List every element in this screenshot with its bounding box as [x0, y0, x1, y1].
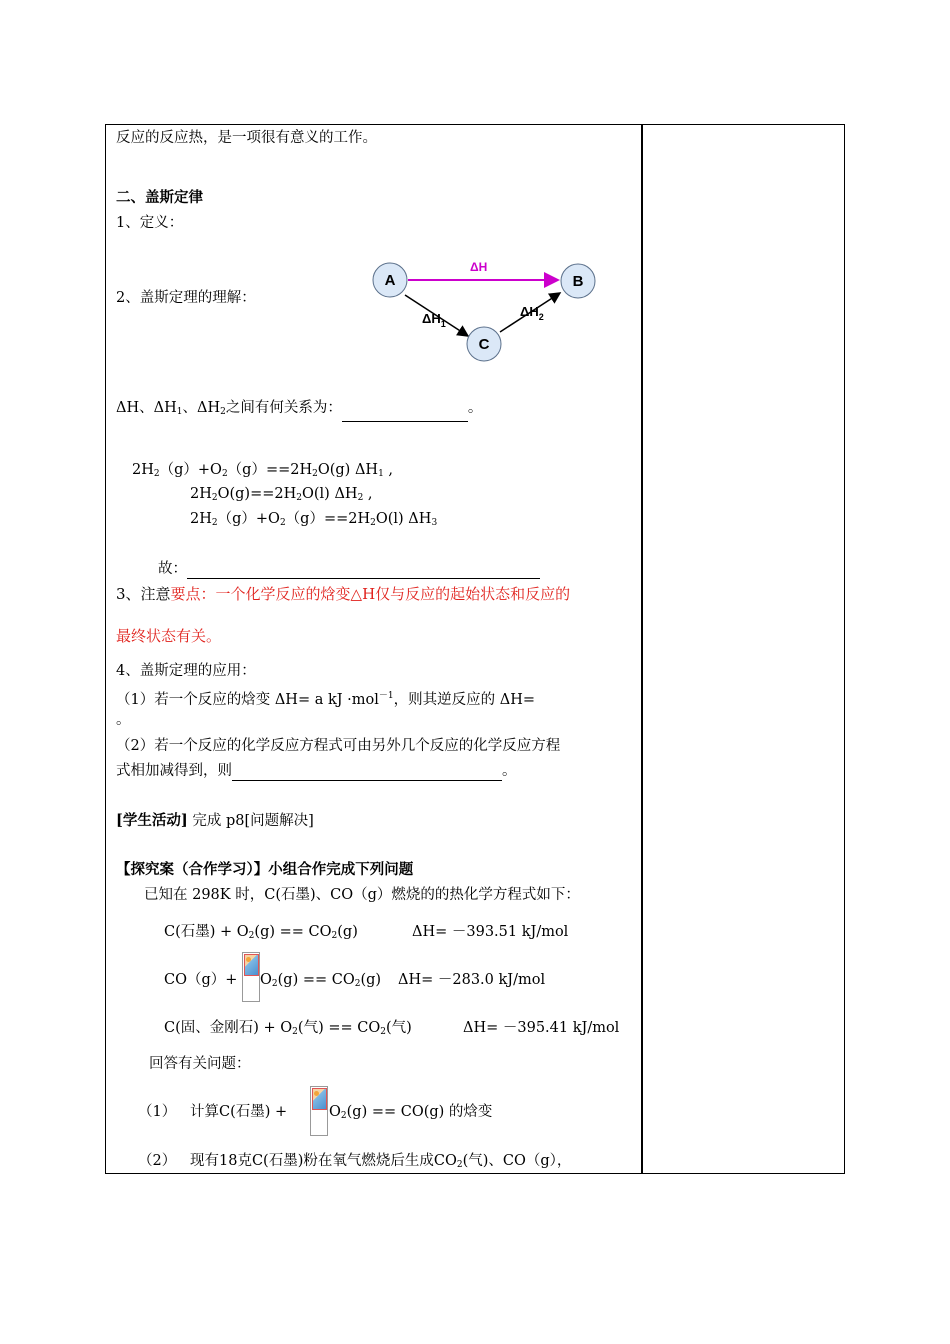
- node-a-label: A: [384, 272, 396, 289]
- fraction-image-1: [242, 952, 260, 1002]
- fraction-image-2: [310, 1086, 328, 1136]
- understanding-label: 2、盖斯定理的理解：: [116, 290, 256, 306]
- column-divider: [641, 125, 643, 1173]
- question-1-text: 计算C(石墨) +: [190, 1104, 288, 1120]
- question-1-equation: $O_2(g) == CO(g)$ 的焓变: [329, 1104, 493, 1121]
- explore-intro: 已知在 298K 时，C(石墨)、CO（g）燃烧的的热化学方程式如下：: [144, 887, 580, 903]
- equation-1: $2H_2(g)+O_2(g)==2H_2O(g)$ $\Delta H_1$ ,: [132, 462, 394, 479]
- definition-label: 1、定义：: [116, 215, 184, 231]
- dh-label: ΔH: [470, 260, 488, 274]
- reaction-3: C(固、金刚石) + $O_2$(气) == $CO_2$(气): [164, 1020, 412, 1037]
- section-heading: 二、盖斯定律: [116, 189, 203, 206]
- therefore-line: 故：: [158, 559, 540, 579]
- reaction-2-dh: ΔH= －283.0 kJ/mol: [398, 972, 546, 988]
- application-item-1: （1）若一个反应的焓变 ΔH= a kJ ·mol$^{-1}$，则其逆反应的 ΔH=: [116, 691, 536, 708]
- question-2-number: （2）: [138, 1153, 177, 1169]
- explore-heading: 【探究案（合作学习）】小组合作完成下列问题: [116, 861, 414, 878]
- reaction-2-prefix: CO（g）+: [164, 972, 238, 988]
- application-item-2-line2: 式相加减得到，则 。: [116, 763, 517, 779]
- dh1-label: $\Delta H_1$: [422, 311, 446, 329]
- reaction-1: C(石墨) + $O_2(g) == CO_2(g)$: [164, 924, 358, 941]
- relation-question: ΔH、$\Delta H_1$、$\Delta H_2$之间有何关系为： 。: [116, 398, 482, 422]
- intro-line: 反应的反应热，是一项很有意义的工作。: [116, 130, 377, 146]
- note-line-2: 最终状态有关。: [116, 627, 222, 645]
- node-c-label: C: [478, 336, 490, 353]
- equation-3: $2H_2(g)+O_2(g)==2H_2O(l)$ $\Delta H_3$: [190, 511, 438, 528]
- relation-blank[interactable]: [342, 407, 468, 422]
- student-activity: [学生活动] 完成 p8[问题解决]: [116, 812, 314, 829]
- dh2-label: $\Delta H_2$: [520, 304, 544, 322]
- equation-2: $2H_2O(g)==2H_2O(l)$ $\Delta H_2$ ,: [190, 486, 373, 503]
- application-item-1-end: 。: [116, 712, 131, 728]
- reaction-1-dh: ΔH= －393.51 kJ/mol: [412, 924, 569, 940]
- question-1-number: （1）: [138, 1104, 177, 1120]
- application-title: 4、盖斯定理的应用：: [116, 663, 256, 679]
- node-b-label: B: [572, 273, 584, 290]
- item2-blank[interactable]: [232, 766, 502, 781]
- question-2-text: 现有18克C(石墨)粉在氧气燃烧后生成$CO_2$(气)、CO（g），: [190, 1153, 572, 1170]
- application-item-2-line1: （2）若一个反应的化学反应方程式可由另外几个反应的化学反应方程: [116, 738, 561, 754]
- note-line: 3、注意要点：一个化学反应的焓变△H仅与反应的起始状态和反应的: [116, 585, 571, 603]
- therefore-blank[interactable]: [187, 564, 540, 579]
- answer-label: 回答有关问题：: [149, 1056, 251, 1072]
- reaction-3-dh: ΔH= －395.41 kJ/mol: [463, 1020, 620, 1036]
- reaction-2: $O_2(g) == CO_2(g)$: [260, 972, 382, 989]
- hess-diagram: [360, 250, 610, 370]
